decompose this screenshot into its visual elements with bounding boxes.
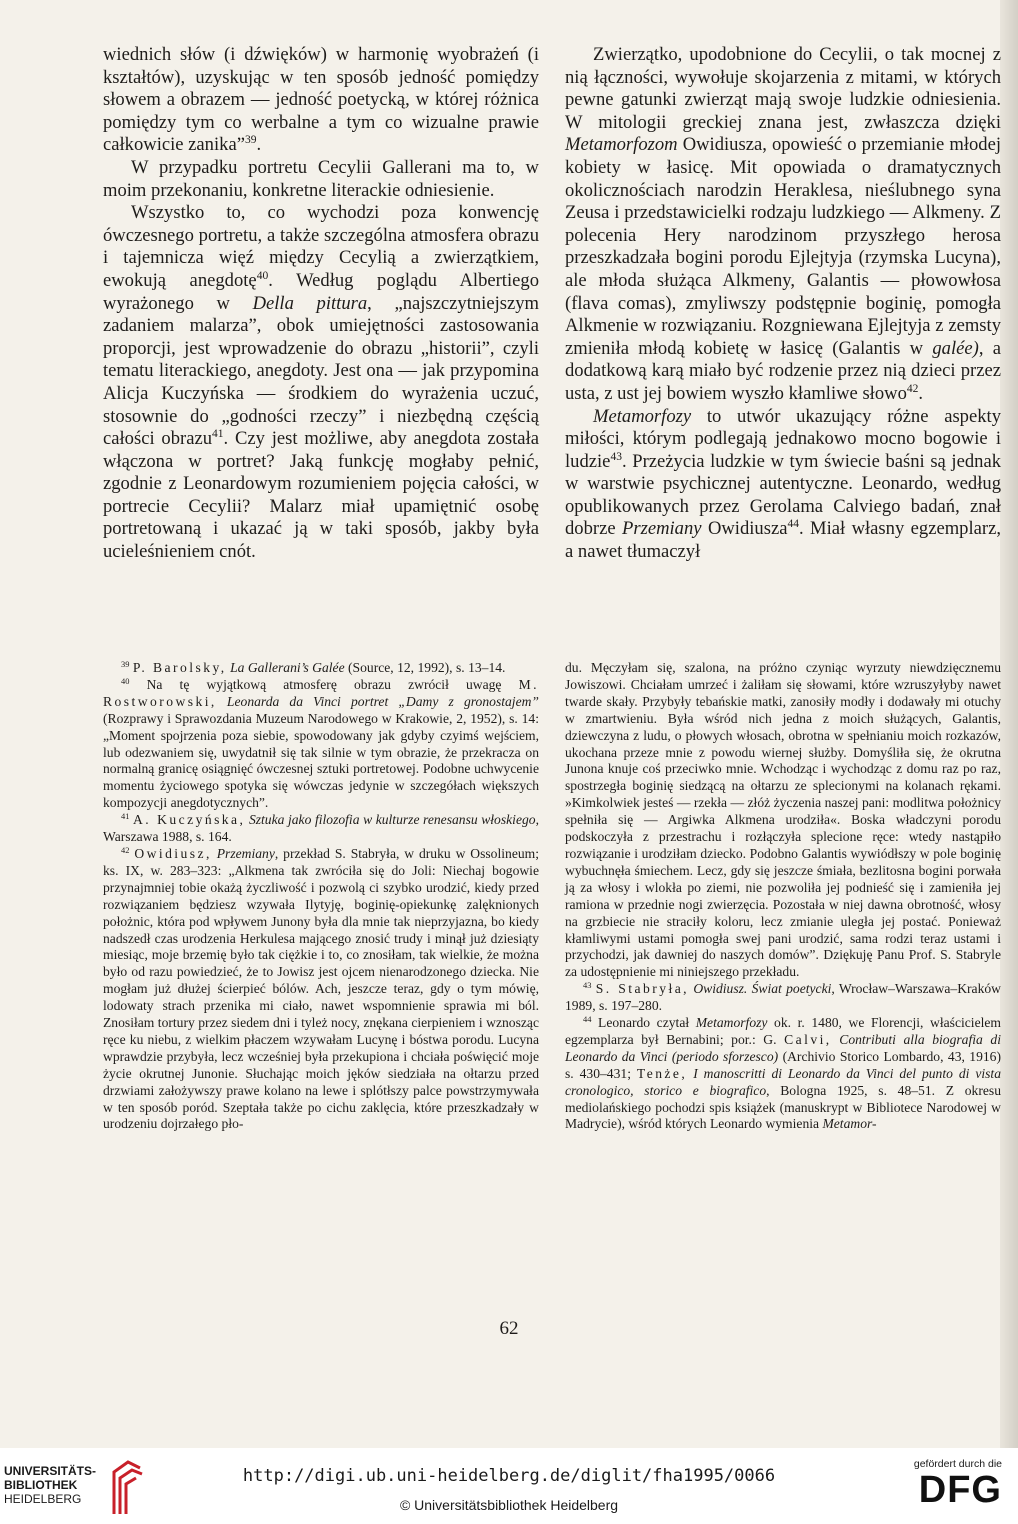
footnote-ref: 41 [212,428,224,441]
footnotes-right-column [565,660,1001,1133]
paragraph: Zwierzątko, upodobnione do Cecylii, o tak mocnej z nią łączności, wywołuje skojarzenia z mitami, w których pewne gatunki zwierząt mają swoje ludzkie odniesienia. W mitologii greckiej znana jest, zwłaszcza dzięki Metamorfozom Owidiusza, opowieść o przemianie młodej kobiety w łasicę. Mit opowiada o dramatycznych okolicznościach narodzin Heraklesa, nieślubnego syna Zeusa i przedstawicielki rodzaju ludzkiego — Alkmeny. Z polecenia Hery narodzinom przyszłego herosa przeszkadzała bogini porodu Ejlejtyja (rzymska Lucyna), ale młoda służąca Alkmeny, Galantis — płowowłosa (flava comas), zmyliwszy podstępnie boginię, pomogła Alkmenie w rozwiązaniu. Rozgniewana Ejlejtyja z zemsty zmieniła młodą kobietę w łasicę (Galantis w galée), a dodatkową karą miało być rodzenie przez nią dzieci przez usta, z ust jej bowiem wyszło kłamliwe słowo$^{42}$. [565,44,1001,404]
paragraph: W przypadku portretu Cecylii Gallerani ma to, w moim przekonaniu, konkretne literackie odniesienie. [103,156,539,201]
footnote-42: $^{42}$ Owidiusz, Przemiany, przekład S. Stabryła, w druku w Ossolineum; ks. IX, w. 283–323: „Alkmena tak zwróciła się do Joli: Niechaj bogowie przynajmniej tobie okażą życzliwość i pozwolą ci szybko urodzić, kiedy przed rozwiązaniem będziesz wzywała Ilytyję, boginię-opiekunkę zalęknionych położnic, która pod wpływem Junony była dla mnie tak nieprzyjazna, bo kiedy nadszedł czas urodzenia Herkulesa mającego znosić trudy i minął już dziesiąty miesiąc, moje brzemię było tak ciężkie i to, co znosiłam, tak wielkie, że można było od razu powiedzieć, że to Jowisz jest ojcem nienarodzonego dziecka. Nie mogłam już dłużej ścierpieć bólów. Ach, jeszcze teraz, gdy o tym mówię, lodowaty strach przenika mi ciało, nawet wspomnienie sprawia mi ból. Znosiłam tortury przez siedem dni i tyleż nocy, znękana cierpieniem i wznosząc ręce ku niebu, z wielkim płaczem wzywałam Lucynę i bóstwa porodu. Lucyna wprawdzie przybyła, lecz wcześniej była przekupiona i chciała poświęcić moje życie okrutnej Junonie. Słuchając moich jęków siedziała na ołtarzu przed drzwiami założywszy prawe kolano na lewe i splótłszy palce powstrzymywała w ten sposób poród. Szeptała także po cichu zaklęcia, które przeszkadzały w urodzeniu dojrzałego pło- [103,844,539,1132]
footnote-ref: 44 [787,518,799,531]
paragraph: Wszystko to, co wychodzi poza konwencję ówczesnego portretu, a także szczególna atmosfera obrazu i tajemnicza więź między Cecylią a zwierzątkiem, ewokują anegdotę$^{40}$. Według poglądu Albertiego wyrażonego w Della pittura, „najszczytniejszym zadaniem malarza”, obok umiejętności zastosowania proporcji, jest wprowadzenie do obrazu „historii”, czyli tematu literackiego, anegdoty. Jest ona — jak przypomina Alicja Kuczyńska — środkiem do wyrażenia uczuć, stosownie do „godności rzeczy” i niezbędną częścią całości obrazu$^{41}$. Czy jest możliwe, aby anegdota została włączona w portret? Jaką funkcję mogłaby pełnić, zgodnie z Leonardowym rozumieniem pojęcia całości, w portrecie Cecylii? Malarz miał upamiętnić osobę portretowaną i ukazać ją w taki sposób, jakby była ucieleśnieniem cnót. [103,202,539,563]
dfg-logo[interactable] [872,1458,1002,1518]
footnote-ref: 40 [256,270,269,283]
footnote-40: $^{40}$ Na tę wyjątkową atmosferę obrazu zwrócił uwagę M. Rostworowski, Leonarda da Vinci portret „Damy z gronostajem” (Rozprawy i Sprawozdania Muzeum Narodowego w Krakowie, 2, 1952), s. 14: „Moment spojrzenia poza siebie, spowodowany jak gdyby czyimś wejściem, lub odezwaniem się, uwydatnił się tak silnie w tym obrazie, że przekracza on normalną granicę osiągnięć ówczesnej sztuki portretowej. Podobne uchwycenie momentu życiowego spotyka się wówczas jedynie w szczegółach większych kompozycji anegdotycznych”. [103,675,539,811]
footnote-44: $^{44}$ Leonardo czytał Metamorfozy ok. r. 1480, we Florencji, właścicielem egzemplarza był Bernabini; por.: G. Calvi, Contributi alla biografia di Leonardo da Vinci (periodo sforzesco) (Archivio Storico Lombardo, 43, 1916) s. 430–431; Tenże, I manoscritti di Leonardo da Vinci del punto di vista cronologico, storico e biografico, Bologna 1925, s. 48–51. Z okresu mediolańskiego pochodzi spis książek (manuskrypt w Bibliotece Narodowej w Madrycie), wśród których Leonardo wymienia Metamor- [565,1013,1002,1132]
footnote-42-continued: du. Męczyłam się, szalona, na próżno czyniąc wyrzuty niewdzięcznemu Jowiszowi. Chciałam umrzeć i żaliłam się słowami, które wzruszyłyby nawet twarde skały. Przybyły tebańskie matki, zanosiły modły i dodawały mi otuchy w zmartwieniu. Była wśród nich jedna z moich służących, Galantis, dziewczyna z ludu, o płowych włosach, obrotna w spełnianiu moich rozkazów, ukochana przeze mnie z powodu wiernej służby. Domyśliła się, że okrutna Junona knuje coś przeciwko mnie. Wchodząc i wychodząc z domu raz po raz, spostrzegła boginię siedzącą na ołtarzu ze splecionymi na kolanach rękami. »Kimkolwiek jesteś — rzekła — złóż życzenia naszej pani: modlitwa położnicy spełniła się — Argiwka Alkmena urodziła«. Boska władczyni porodu podskoczyła z przestrachu i rozłączyła splecione ręce: wtedy nastąpiło rozwiązanie i urodziłam dziecko. Podobno Galantis wywiódłszy w pole boginię wybuchnęła śmiechem. Lecz, gdy się jeszcze śmiała, bezlitosna bogini porwała ją za włosy i wlokła po ziemi, nie pozwoliła jej podnieść się i zamieniła jej ramiona w przednie nogi zwierzęcia. Pozostała w niej dawna obrotność, włosy na grzbiecie nie straciły koloru, lecz zmianie uległa jej postać. Ponieważ kłamliwymi ustami pomogła swej pani urodzić, sama rodzi teraz ustami i przychodzi, jak dawniej do naszych domów”. Dziękuję Panu Prof. S. Stabryle za udostępnienie mi niniejszego przekładu. [565,660,1001,980]
dfg-funding-label: gefördert durch die [913,1458,1002,1470]
permalink[interactable]: http://digi.ub.uni-heidelberg.de/diglit/fha1995/0066 [242,1466,776,1486]
main-text-left-column [103,44,539,564]
footnote-41: $^{41}$ A. Kuczyńska, Sztuka jako filozofia w kulturze renesansu włoskiego, Warszawa 1988, s. 164. [103,811,539,845]
dfg-wordmark: DFG [918,1469,1002,1511]
paragraph: wiednich słów (i dźwięków) w harmonię wyobrażeń (i kształtów), uzyskując w ten sposób jedność pomiędzy słowem a obrazem — jedność poetycką, w której różnica pomiędzy tym co werbalne a tym co wizualne prawie całkowicie zanika”$^{39}$. [103,44,539,156]
copyright-notice: © Universitätsbibliothek Heidelberg [399,1497,619,1513]
page-edge-shadow [1000,0,1018,1448]
library-name: UNIVERSITÄTS- BIBLIOTHEK HEIDELBERG [4,1464,97,1506]
paragraph: Metamorfozy to utwór ukazujący różne aspekty miłości, którym podlegają jednakowo mocno bogowie i ludzie$^{43}$. Przeżycia ludzkie w tym świecie baśni są jednak w warstwie psychicznej autentyczne. Leonardo, według opublikowanych przez Gerolama Calviego badań, znał dobrze Przemiany Owidiusza$^{44}$. Miał własny egzemplarz, a nawet tłumaczył [565,405,1001,563]
footnote-43: $^{43}$ S. Stabryła, Owidiusz. Świat poetycki, Wrocław–Warszawa–Kraków 1989, s. 197–280. [565,980,1001,1014]
footnote-ref: 42 [906,383,919,395]
footnote-39: $^{39}$ P. Barolsky, La Gallerani’s Galée (Source, 12, 1992), s. 13–14. [121,658,506,675]
footnote-ref: 39 [244,134,257,147]
footnote-ref: 43 [610,450,622,463]
main-text-right-column [565,44,1001,564]
footnotes-left-column [103,660,539,1133]
page-number: 62 [499,1318,519,1339]
